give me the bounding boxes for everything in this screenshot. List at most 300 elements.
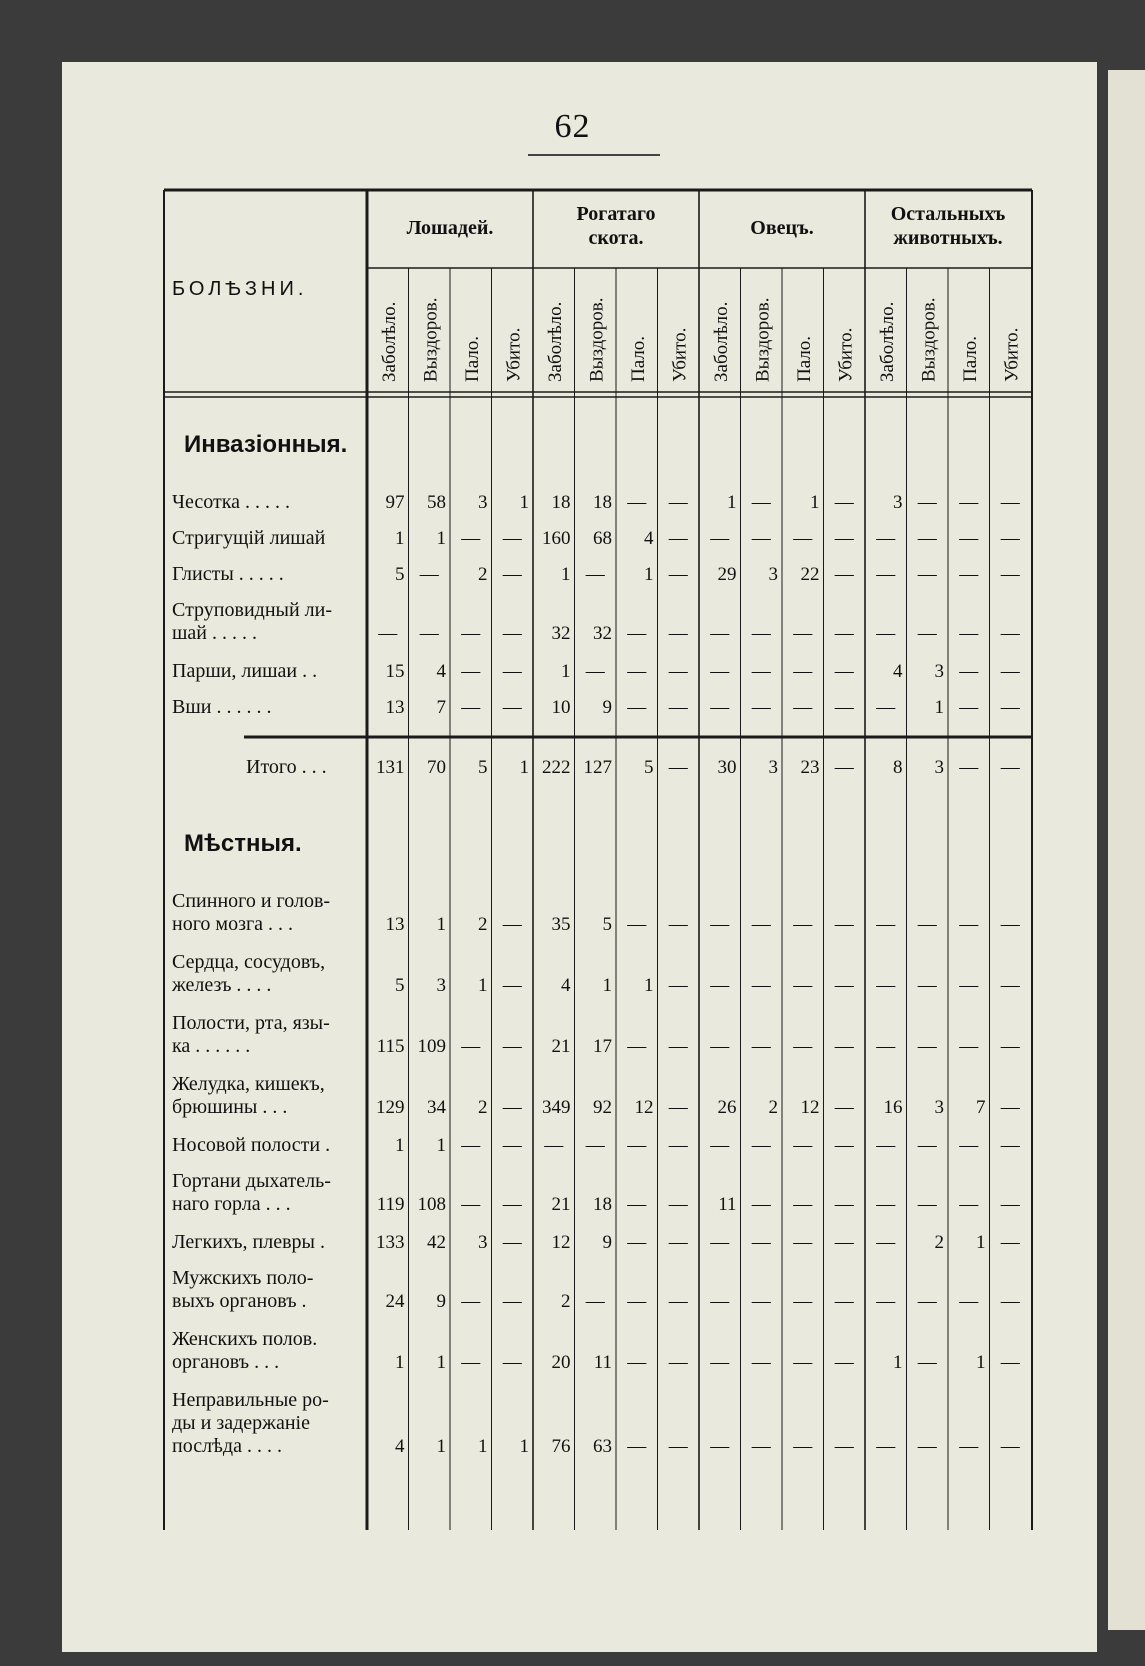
cell-value: 7 xyxy=(976,1097,986,1118)
row-label: Мужскихъ поло- xyxy=(172,1267,314,1289)
group-header-1: скота. xyxy=(588,227,644,249)
row-label: Сердца, сосудовъ, xyxy=(172,951,326,973)
cell-dash: — xyxy=(793,623,813,644)
cell-dash: — xyxy=(917,1436,937,1457)
cell-dash: — xyxy=(668,1097,688,1118)
row-label: послѣда . . . . xyxy=(172,1435,282,1457)
cell-dash: — xyxy=(1000,914,1020,935)
cell-dash: — xyxy=(959,564,979,585)
cell-dash: — xyxy=(585,1291,605,1312)
cell-value: 3 xyxy=(934,1097,944,1118)
cell-dash: — xyxy=(834,1436,854,1457)
cell-dash: — xyxy=(917,1352,937,1373)
cell-dash: — xyxy=(668,1194,688,1215)
cell-value: 2 xyxy=(934,1232,944,1253)
row-label: ного мозга . . . xyxy=(172,913,294,935)
cell-dash: — xyxy=(585,564,605,585)
cell-value: 11 xyxy=(593,1352,612,1373)
cell-value: 3 xyxy=(893,492,903,513)
cell-value: 1 xyxy=(436,914,446,935)
row-label: Глисты . . . . . xyxy=(172,563,284,585)
cell-dash: — xyxy=(834,914,854,935)
cell-dash: — xyxy=(917,1135,937,1156)
cell-dash: — xyxy=(627,492,647,513)
cell-dash: — xyxy=(876,1232,896,1253)
cell-dash: — xyxy=(461,528,481,549)
cell-dash: — xyxy=(959,1135,979,1156)
cell-value: 1 xyxy=(561,661,571,682)
cell-value: 1 xyxy=(519,492,529,513)
cell-dash: — xyxy=(668,1036,688,1057)
cell-dash: — xyxy=(834,697,854,718)
cell-value: 18 xyxy=(593,492,612,513)
cell-dash: — xyxy=(502,528,522,549)
cell-dash: — xyxy=(461,1036,481,1057)
cell-dash: — xyxy=(751,492,771,513)
cell-dash: — xyxy=(668,492,688,513)
cell-value: 1 xyxy=(976,1352,986,1373)
subcolumn-label: Заболѣло. xyxy=(876,301,898,382)
cell-dash: — xyxy=(793,528,813,549)
row-label: брюшины . . . xyxy=(172,1096,288,1118)
row-label: наго горла . . . xyxy=(172,1193,291,1215)
cell-value: 26 xyxy=(717,1097,737,1118)
cell-dash: — xyxy=(668,528,688,549)
subcolumn-label: Убито. xyxy=(835,327,857,382)
row-label: Струповидный ли- xyxy=(172,599,333,621)
cell-value: 1 xyxy=(644,564,654,585)
cell-value: 1 xyxy=(810,492,820,513)
cell-dash: — xyxy=(751,661,771,682)
cell-dash: — xyxy=(959,623,979,644)
cell-dash: — xyxy=(1000,661,1020,682)
cell-dash: — xyxy=(710,1232,730,1253)
cell-dash: — xyxy=(668,623,688,644)
cell-value: 1 xyxy=(976,1232,986,1253)
subcolumn-label: Выздоров. xyxy=(420,297,442,382)
cell-dash: — xyxy=(461,697,481,718)
row-label: Спинного и голов- xyxy=(172,890,331,912)
cell-value: 1 xyxy=(727,492,737,513)
row-label: Парши, лишаи . . xyxy=(172,660,318,682)
cell-value: 4 xyxy=(644,528,654,549)
cell-value: 70 xyxy=(427,757,446,778)
cell-value: 22 xyxy=(800,564,820,585)
cell-value: 5 xyxy=(602,914,612,935)
cell-dash: — xyxy=(834,1036,854,1057)
cell-dash: — xyxy=(668,1352,688,1373)
cell-dash: — xyxy=(1000,623,1020,644)
row-label: Женскихъ полов. xyxy=(172,1328,318,1350)
cell-dash: — xyxy=(710,661,730,682)
cell-dash: — xyxy=(751,1232,771,1253)
cell-dash: — xyxy=(461,661,481,682)
cell-value: 63 xyxy=(593,1436,612,1457)
subcolumn-label: Пало. xyxy=(959,335,981,382)
cell-value: 42 xyxy=(427,1232,446,1253)
cell-dash: — xyxy=(710,1036,730,1057)
cell-dash: — xyxy=(1000,1352,1020,1373)
cell-dash: — xyxy=(502,1352,522,1373)
cell-dash: — xyxy=(668,564,688,585)
cell-value: 2 xyxy=(478,1097,488,1118)
cell-dash: — xyxy=(751,1436,771,1457)
cell-dash: — xyxy=(627,1436,647,1457)
cell-value: 2 xyxy=(768,1097,778,1118)
cell-value: 127 xyxy=(583,757,612,778)
cell-dash: — xyxy=(1000,1436,1020,1457)
cell-value: 3 xyxy=(768,564,778,585)
cell-dash: — xyxy=(793,1291,813,1312)
cell-dash: — xyxy=(710,914,730,935)
cell-value: 4 xyxy=(436,661,446,682)
subcolumn-label: Заболѣло. xyxy=(544,301,566,382)
cell-value: 13 xyxy=(385,697,405,718)
cell-dash: — xyxy=(876,1135,896,1156)
cell-value: 5 xyxy=(395,975,405,996)
cell-value: 4 xyxy=(395,1436,405,1457)
cell-dash: — xyxy=(793,1352,813,1373)
cell-dash: — xyxy=(668,697,688,718)
cell-dash: — xyxy=(959,1194,979,1215)
cell-value: 3 xyxy=(934,661,944,682)
cell-value: 3 xyxy=(478,492,488,513)
subcolumn-label: Убито. xyxy=(1001,327,1023,382)
cell-value: 131 xyxy=(376,757,405,778)
cell-dash: — xyxy=(668,1291,688,1312)
cell-value: 76 xyxy=(551,1436,571,1457)
cell-value: 5 xyxy=(478,757,488,778)
cell-dash: — xyxy=(834,528,854,549)
group-header-3: животныхъ. xyxy=(893,227,1003,249)
cell-dash: — xyxy=(917,492,937,513)
cell-dash: — xyxy=(917,528,937,549)
cell-value: 34 xyxy=(427,1097,446,1118)
cell-value: 13 xyxy=(385,914,405,935)
row-label: ды и задержаніе xyxy=(172,1412,310,1434)
cell-dash: — xyxy=(834,564,854,585)
cell-value: 2 xyxy=(478,564,488,585)
cell-value: 3 xyxy=(768,757,778,778)
cell-dash: — xyxy=(793,697,813,718)
cell-dash: — xyxy=(461,1291,481,1312)
cell-dash: — xyxy=(959,492,979,513)
cell-dash: — xyxy=(585,661,605,682)
row-label: Полости, рта, язы- xyxy=(172,1012,330,1034)
row-label: ка . . . . . . xyxy=(172,1035,251,1057)
subcolumn-label: Заболѣло. xyxy=(378,301,400,382)
cell-value: 1 xyxy=(561,564,571,585)
row-label: Носовой полости . xyxy=(172,1134,331,1156)
cell-value: 21 xyxy=(551,1036,571,1057)
cell-value: 1 xyxy=(644,975,654,996)
cell-value: 3 xyxy=(934,757,944,778)
cell-value: 15 xyxy=(385,661,405,682)
cell-dash: — xyxy=(959,528,979,549)
cell-dash: — xyxy=(959,661,979,682)
cell-dash: — xyxy=(461,1135,481,1156)
cell-value: 9 xyxy=(436,1291,446,1312)
cell-dash: — xyxy=(751,1291,771,1312)
cell-dash: — xyxy=(834,1135,854,1156)
cell-value: 10 xyxy=(551,697,571,718)
row-label: железъ . . . . xyxy=(172,974,272,996)
cell-value: 115 xyxy=(376,1036,405,1057)
cell-value: 1 xyxy=(395,1135,405,1156)
cell-dash: — xyxy=(502,1232,522,1253)
cell-value: 18 xyxy=(593,1194,612,1215)
cell-dash: — xyxy=(834,1291,854,1312)
cell-dash: — xyxy=(419,623,439,644)
cell-dash: — xyxy=(751,1194,771,1215)
cell-dash: — xyxy=(378,623,398,644)
cell-dash: — xyxy=(502,1135,522,1156)
cell-dash: — xyxy=(627,914,647,935)
cell-dash: — xyxy=(627,1135,647,1156)
cell-value: 18 xyxy=(551,492,571,513)
cell-dash: — xyxy=(834,975,854,996)
cell-dash: — xyxy=(834,661,854,682)
subcolumn-label: Заболѣло. xyxy=(710,301,732,382)
cell-dash: — xyxy=(793,1036,813,1057)
cell-dash: — xyxy=(917,1036,937,1057)
cell-dash: — xyxy=(1000,975,1020,996)
cell-dash: — xyxy=(751,914,771,935)
cell-dash: — xyxy=(751,697,771,718)
subcolumn-label: Пало. xyxy=(793,335,815,382)
cell-value: 35 xyxy=(551,914,571,935)
cell-dash: — xyxy=(668,1436,688,1457)
cell-dash: — xyxy=(627,1291,647,1312)
cell-value: 1 xyxy=(602,975,612,996)
cell-dash: — xyxy=(668,975,688,996)
section-title: Инвазіонныя. xyxy=(184,431,348,458)
cell-dash: — xyxy=(1000,1291,1020,1312)
cell-dash: — xyxy=(710,1352,730,1373)
cell-dash: — xyxy=(876,623,896,644)
row-label: выхъ органовъ . xyxy=(172,1290,307,1312)
cell-dash: — xyxy=(502,1194,522,1215)
row-label: Неправильные ро- xyxy=(172,1389,329,1411)
cell-dash: — xyxy=(834,1097,854,1118)
cell-dash: — xyxy=(917,623,937,644)
cell-value: 1 xyxy=(395,528,405,549)
row-label: Гортани дыхатель- xyxy=(172,1170,331,1192)
cell-dash: — xyxy=(710,1135,730,1156)
subcolumn-label: Убито. xyxy=(669,327,691,382)
cell-dash: — xyxy=(751,1135,771,1156)
cell-value: 119 xyxy=(376,1194,405,1215)
cell-dash: — xyxy=(710,1291,730,1312)
cell-dash: — xyxy=(668,1232,688,1253)
cell-value: 58 xyxy=(427,492,446,513)
cell-dash: — xyxy=(502,697,522,718)
cell-value: 1 xyxy=(478,1436,488,1457)
cell-dash: — xyxy=(461,1194,481,1215)
cell-dash: — xyxy=(502,623,522,644)
cell-dash: — xyxy=(793,1135,813,1156)
cell-value: 1 xyxy=(478,975,488,996)
row-label: Вши . . . . . . xyxy=(172,696,272,718)
subcolumn-label: Выздоров. xyxy=(752,297,774,382)
cell-dash: — xyxy=(585,1135,605,1156)
cell-value: 97 xyxy=(385,492,405,513)
cell-dash: — xyxy=(668,661,688,682)
cell-dash: — xyxy=(627,1036,647,1057)
row-label: Легкихъ, плевры . xyxy=(172,1231,325,1253)
cell-dash: — xyxy=(710,528,730,549)
cell-dash: — xyxy=(1000,1194,1020,1215)
cell-dash: — xyxy=(959,757,979,778)
cell-value: 23 xyxy=(800,757,820,778)
cell-value: 160 xyxy=(542,528,571,549)
cell-dash: — xyxy=(544,1135,564,1156)
cell-dash: — xyxy=(917,564,937,585)
cell-dash: — xyxy=(834,1352,854,1373)
cell-dash: — xyxy=(710,623,730,644)
group-header-2: Овецъ. xyxy=(750,217,814,239)
cell-dash: — xyxy=(876,528,896,549)
cell-dash: — xyxy=(502,661,522,682)
cell-value: 1 xyxy=(436,1135,446,1156)
cell-dash: — xyxy=(502,914,522,935)
cell-value: 32 xyxy=(551,623,571,644)
cell-value: 1 xyxy=(395,1352,405,1373)
cell-dash: — xyxy=(502,1097,522,1118)
cell-dash: — xyxy=(751,528,771,549)
group-header-3: Остальныхъ xyxy=(890,203,1006,225)
cell-value: 5 xyxy=(395,564,405,585)
cell-dash: — xyxy=(917,1194,937,1215)
cell-dash: — xyxy=(793,975,813,996)
cell-dash: — xyxy=(959,697,979,718)
subcolumn-label: Выздоров. xyxy=(918,297,940,382)
cell-dash: — xyxy=(668,757,688,778)
cell-dash: — xyxy=(917,914,937,935)
cell-dash: — xyxy=(959,975,979,996)
cell-dash: — xyxy=(834,492,854,513)
cell-dash: — xyxy=(751,975,771,996)
cell-dash: — xyxy=(668,1135,688,1156)
cell-value: 12 xyxy=(634,1097,654,1118)
cell-value: 8 xyxy=(893,757,903,778)
cell-dash: — xyxy=(834,1194,854,1215)
cell-value: 12 xyxy=(551,1232,571,1253)
cell-dash: — xyxy=(419,564,439,585)
cell-value: 29 xyxy=(717,564,737,585)
corner-label: БОЛѢЗНИ. xyxy=(172,278,308,300)
cell-value: 21 xyxy=(551,1194,571,1215)
cell-value: 129 xyxy=(376,1097,405,1118)
cell-dash: — xyxy=(1000,492,1020,513)
cell-value: 222 xyxy=(542,757,571,778)
cell-value: 11 xyxy=(718,1194,737,1215)
cell-dash: — xyxy=(793,1436,813,1457)
cell-value: 30 xyxy=(717,757,737,778)
cell-dash: — xyxy=(834,757,854,778)
row-label: Стригущій лишай xyxy=(172,527,326,549)
cell-value: 1 xyxy=(934,697,944,718)
subcolumn-label: Выздоров. xyxy=(586,297,608,382)
page-number: 62 xyxy=(554,108,591,145)
cell-value: 4 xyxy=(561,975,571,996)
cell-dash: — xyxy=(1000,1232,1020,1253)
cell-dash: — xyxy=(876,564,896,585)
cell-value: 16 xyxy=(883,1097,903,1118)
subcolumn-label: Убито. xyxy=(503,327,525,382)
cell-dash: — xyxy=(1000,564,1020,585)
row-label: Чесотка . . . . . xyxy=(172,491,291,513)
cell-dash: — xyxy=(461,1352,481,1373)
row-label: шай . . . . . xyxy=(172,622,257,644)
cell-dash: — xyxy=(627,1352,647,1373)
total-label: Итого . . . xyxy=(246,756,327,778)
cell-dash: — xyxy=(751,623,771,644)
cell-dash: — xyxy=(627,697,647,718)
subcolumn-label: Пало. xyxy=(627,335,649,382)
cell-dash: — xyxy=(1000,697,1020,718)
cell-dash: — xyxy=(710,975,730,996)
cell-value: 1 xyxy=(519,757,529,778)
row-label: Желудка, кишекъ, xyxy=(172,1073,325,1095)
cell-value: 2 xyxy=(478,914,488,935)
cell-dash: — xyxy=(834,623,854,644)
cell-dash: — xyxy=(502,975,522,996)
cell-dash: — xyxy=(710,1436,730,1457)
subcolumn-label: Пало. xyxy=(461,335,483,382)
cell-value: 1 xyxy=(519,1436,529,1457)
cell-dash: — xyxy=(876,1036,896,1057)
cell-value: 3 xyxy=(436,975,446,996)
cell-value: 32 xyxy=(593,623,612,644)
cell-value: 17 xyxy=(593,1036,612,1057)
cell-dash: — xyxy=(793,1232,813,1253)
cell-dash: — xyxy=(876,1436,896,1457)
cell-dash: — xyxy=(917,975,937,996)
cell-value: 109 xyxy=(417,1036,446,1057)
cell-value: 5 xyxy=(644,757,654,778)
group-header-0: Лошадей. xyxy=(406,217,494,239)
cell-value: 1 xyxy=(436,1436,446,1457)
cell-dash: — xyxy=(876,914,896,935)
cell-dash: — xyxy=(793,661,813,682)
cell-value: 2 xyxy=(561,1291,571,1312)
cell-dash: — xyxy=(959,1436,979,1457)
cell-dash: — xyxy=(876,1291,896,1312)
group-header-1: Рогатаго xyxy=(576,203,656,225)
cell-dash: — xyxy=(627,623,647,644)
cell-dash: — xyxy=(917,1291,937,1312)
cell-value: 4 xyxy=(893,661,903,682)
cell-value: 24 xyxy=(385,1291,405,1312)
cell-value: 1 xyxy=(893,1352,903,1373)
cell-value: 20 xyxy=(551,1352,571,1373)
cell-value: 7 xyxy=(436,697,446,718)
cell-dash: — xyxy=(502,1291,522,1312)
cell-dash: — xyxy=(1000,1135,1020,1156)
cell-value: 1 xyxy=(436,528,446,549)
cell-value: 108 xyxy=(417,1194,446,1215)
cell-value: 133 xyxy=(376,1232,405,1253)
cell-value: 9 xyxy=(602,1232,612,1253)
cell-dash: — xyxy=(959,1036,979,1057)
cell-dash: — xyxy=(876,1194,896,1215)
cell-dash: — xyxy=(1000,757,1020,778)
cell-value: 349 xyxy=(542,1097,571,1118)
cell-dash: — xyxy=(793,1194,813,1215)
cell-dash: — xyxy=(1000,528,1020,549)
cell-dash: — xyxy=(461,623,481,644)
